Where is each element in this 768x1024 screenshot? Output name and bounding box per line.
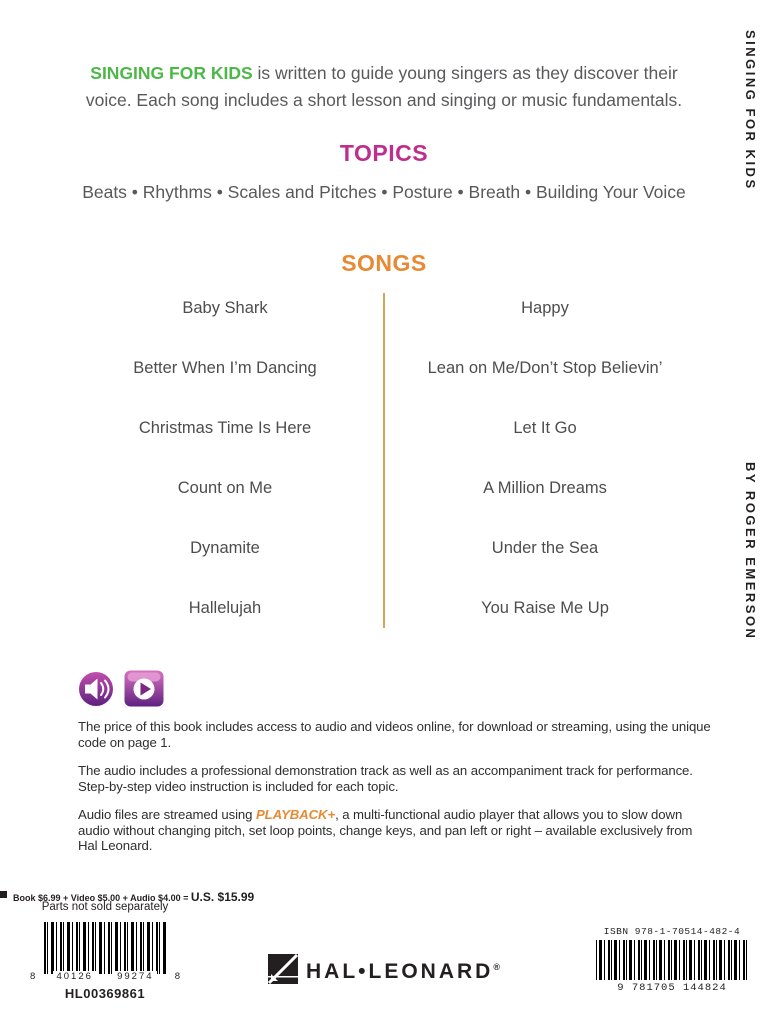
paragraph-playback: [78, 807, 712, 854]
songs-column-right: [400, 298, 690, 658]
song-title: Count on Me: [177, 479, 273, 497]
song-title: Under the Sea: [491, 539, 599, 557]
playback-brand: PLAYBACK+: [255, 807, 336, 822]
isbn-bars: [596, 940, 748, 980]
song-title: Dynamite: [190, 539, 260, 557]
playback-text-before: Audio files are streamed using: [78, 807, 256, 822]
topics-list: Beats • Rhythms • Scales and Pitches • Posture • Breath • Building Your Voice: [82, 182, 686, 202]
song-item: [80, 418, 370, 478]
song-item: [80, 478, 370, 538]
song-item: [400, 538, 690, 598]
audio-speaker-icon: [78, 671, 114, 712]
song-title: Let It Go: [513, 419, 577, 437]
parts-note: Parts not sold separately: [41, 901, 169, 913]
song-item: [400, 418, 690, 478]
song-item: [400, 298, 690, 358]
songs-column-divider: [383, 293, 385, 628]
media-icons: [78, 670, 164, 712]
hal-leonard-logo-icon: [268, 954, 298, 989]
publisher-name-text: HAL•LEONARD: [306, 959, 494, 983]
price-breakdown: Book $6.99 + Video $5.00 + Audio $4.00 =: [13, 893, 191, 903]
song-title: Hallelujah: [188, 599, 262, 617]
song-title: Better When I’m Dancing: [133, 359, 317, 377]
song-title: Baby Shark: [182, 299, 268, 317]
song-title: A Million Dreams: [483, 479, 607, 497]
isbn-block: [596, 926, 748, 994]
video-play-icon: [124, 670, 164, 712]
paragraph-audio-tracks: The audio includes a professional demonstration track as well as an accompaniment track for performance. Step-by-step video instruction is included for each topic.: [78, 763, 693, 794]
isbn-digits: 9 781705 144824: [617, 982, 727, 994]
songs-heading: SONGS: [341, 250, 427, 276]
intro-highlight: SINGING FOR KIDS: [90, 63, 253, 83]
upc-group1: 40126: [53, 971, 95, 982]
spine-title: SINGING FOR KIDS: [743, 30, 758, 191]
spine-author: BY ROGER EMERSON: [743, 462, 758, 641]
catalog-number: HL00369861: [64, 986, 146, 1001]
info-paragraphs: [78, 719, 712, 867]
price-marker-square: [0, 891, 7, 898]
song-item: [400, 358, 690, 418]
songs-column-left: [80, 298, 370, 658]
upc-left-digit: 8: [30, 971, 36, 982]
intro-rest: is written to guide young singers as they discover their voice. Each song includes a short lesson and singing or music fundamentals.: [85, 63, 683, 110]
song-title: Happy: [521, 299, 569, 317]
intro-text: [69, 60, 699, 114]
price-total: U.S. $15.99: [190, 890, 255, 904]
song-title: You Raise Me Up: [481, 599, 609, 617]
publisher-name: [306, 960, 500, 984]
upc-group2: 99274: [114, 971, 156, 982]
song-item: [400, 478, 690, 538]
paragraph-pricing-access: The price of this book includes access to audio and videos online, for download or streaming, using the unique code on page 1.: [78, 719, 711, 750]
song-item: [80, 598, 370, 658]
isbn-label: ISBN 978-1-70514-482-4: [603, 926, 741, 937]
topics-heading: TOPICS: [339, 140, 429, 166]
song-item: [80, 538, 370, 598]
upc-right-digit: 8: [174, 971, 180, 982]
song-title: Lean on Me/Don’t Stop Believin’: [427, 359, 663, 377]
playback-text-after: , a multi-functional audio player that allows you to slow down audio without changing pitch, set loop points, change keys, and pan left or right – available exclusively from Hal Leonard.: [78, 807, 693, 853]
song-title: Christmas Time Is Here: [138, 419, 312, 437]
song-item: [80, 358, 370, 418]
song-item: [80, 298, 370, 358]
song-item: [400, 598, 690, 658]
registered-mark: ®: [493, 961, 500, 972]
